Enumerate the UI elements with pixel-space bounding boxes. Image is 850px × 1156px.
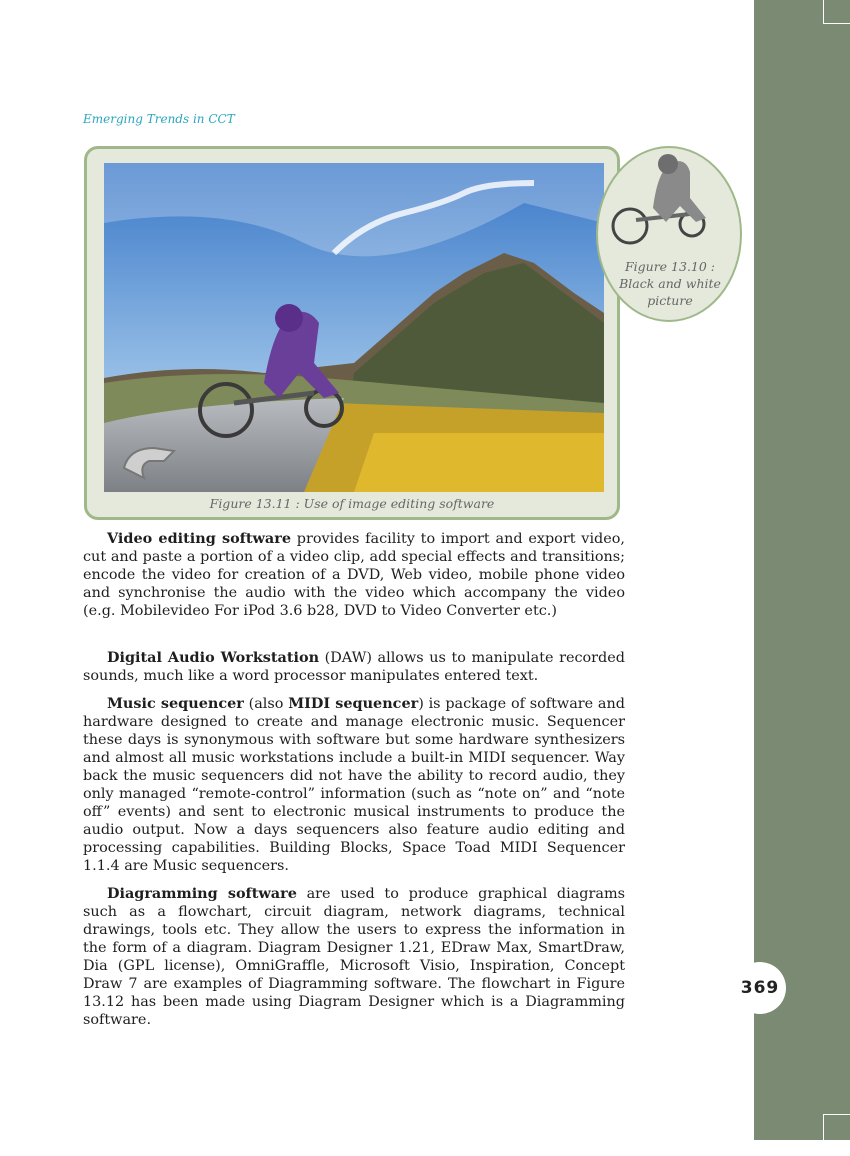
term-midi-sequencer: MIDI sequencer bbox=[288, 695, 419, 712]
term-diagramming-software: Diagramming software bbox=[107, 885, 297, 902]
term-video-editing: Video editing software bbox=[107, 530, 291, 547]
paragraph-video-editing bbox=[83, 530, 625, 620]
figure-caption-13-11: Figure 13.11 : Use of image editing software bbox=[209, 496, 495, 511]
paragraph-text: (DAW) allows us to manipulate recorded sounds, much like a word processor manipulates entered text. bbox=[83, 650, 626, 684]
paragraph-diagramming bbox=[83, 885, 625, 1029]
crop-mark-bottom bbox=[823, 1114, 850, 1156]
term-music-sequencer: Music sequencer bbox=[107, 695, 244, 712]
paragraph-text: provides facility to import and export video, cut and paste a portion of a video clip, add special effects and transitions; encode the video for creation of a DVD, Web video, mobile phone video and synchronise the audio with the video which accompany the video (e.g. Mobilevideo For iPod 3.6 b28, DVD to Video Converter etc.) bbox=[83, 531, 626, 619]
term-daw: Digital Audio Workstation bbox=[107, 649, 320, 666]
bw-caption-line: picture bbox=[647, 293, 693, 308]
paragraph-text: (also bbox=[243, 696, 289, 712]
paragraph-music-sequencer bbox=[83, 695, 625, 875]
bw-caption-line: Figure 13.10 : bbox=[624, 259, 716, 274]
paragraph-text: ) is package of software and hardware designed to create and manage electronic music. Sequencer these days is synonymous with software but some hardware synthesizers and almost all music workstations include a built-in MIDI sequencer. Way back the music sequencers did not have the ability to record audio, they only managed “remote-control” information (such as “note on” and “note off” events) and sent to electronic musical instruments to produce the audio output. Now a days sequencers also feature audio editing and processing capabilities. Building Blocks, Space Toad MIDI Sequencer 1.1.4 are Music sequencers. bbox=[83, 696, 625, 874]
paragraph-daw bbox=[83, 649, 625, 685]
crop-mark-top bbox=[823, 0, 850, 24]
bw-figure-caption bbox=[611, 258, 729, 309]
page-number: 369 bbox=[734, 962, 786, 1014]
image-editing-photo bbox=[104, 163, 604, 492]
bw-caption-line: Black and white bbox=[619, 276, 721, 291]
paragraph-text: are used to produce graphical diagrams such as a flowchart, circuit diagram, network diagrams, technical drawings, tools etc. They allow the users to express the information in the form of a diagram. Diagram Designer 1.21, EDraw Max, SmartDraw, Dia (GPL license), OmniGraffle, Microsoft Visio, Inspiration, Concept Draw 7 are examples of Diagramming software. The flowchart in Figure 13.12 has been made using Diagram Designer which is a Diagramming software. bbox=[83, 886, 626, 1028]
running-header: Emerging Trends in CCT bbox=[83, 112, 235, 126]
